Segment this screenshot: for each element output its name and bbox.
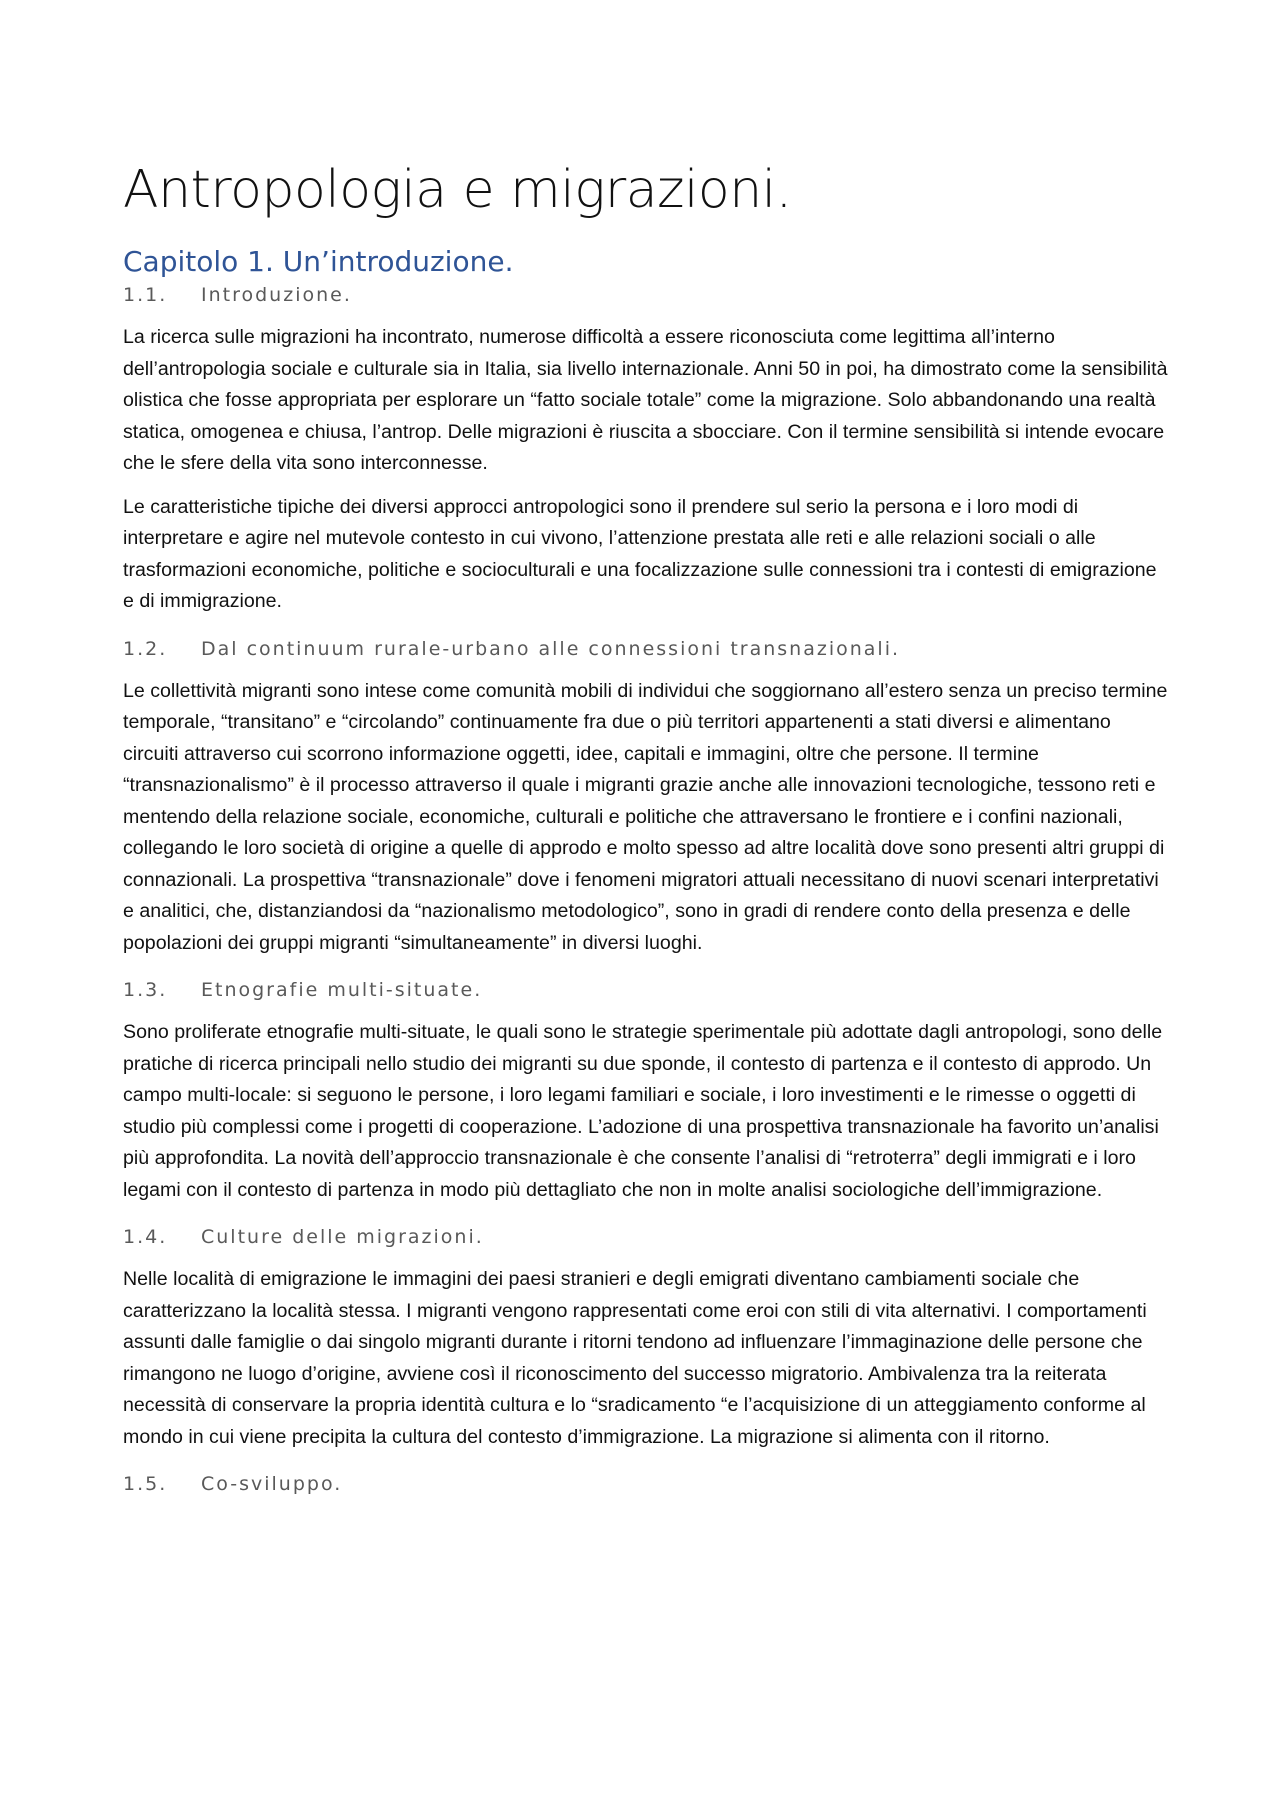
section-heading [123,1224,1170,1250]
paragraph: Le collettività migranti sono intese come comunità mobili di individui che soggiornano all’estero senza un preciso termine temporale, “transitano” e “circolando” continuamente fra due o più territori appartenenti a stati diversi e alimentano circuiti attraverso cui scorrono informazione oggetti, idee, capitali e immagini, oltre che persone. Il termine “transnazionalismo” è il processo attraverso il quale i migranti grazie anche alle innovazioni tecnologiche, tessono reti e mentendo della relazione sociale, economiche, culturali e politiche che attraversano le frontiere e i confini nazionali, collegando le loro società di origine a quelle di approdo e molto spesso ad altre località dove sono presenti altri gruppi di connazionali. La prospettiva “transnazionale” dove i fenomeni migratori attuali necessitano di nuovi scenari interpretativi e analitici, che, distanziandosi da “nazionalismo metodologico”, sono in gradi di rendere conto della presenza e delle popolazioni dei gruppi migranti “simultaneamente” in diversi luoghi. [123,679,1168,954]
section-heading [123,1471,1170,1497]
section-title: Culture delle migrazioni. [201,1226,484,1248]
paragraph: Le caratteristiche tipiche dei diversi approcci antropologici sono il prendere sul serio la persona e i loro modi di interpretare e agire nel mutevole contesto in cui vivono, l’attenzione prestata alle reti e alle relazioni sociali o alle trasformazioni economiche, politiche e socioculturali e una focalizzazione sulle connessioni tra i contesti di emigrazione e di immigrazione. [123,495,1157,612]
section-title: Co-sviluppo. [201,1473,343,1495]
paragraph: La ricerca sulle migrazioni ha incontrato, numerose difficoltà a essere riconosciuta come legittima all’interno dell’antropologia sociale e culturale sia in Italia, sia livello internazionale. Anni 50 in poi, ha dimostrato come la sensibilità olistica che fosse appropriata per esplorare un “fatto sociale totale” come la migrazione. Solo abbandonando una realtà statica, omogenea e chiusa, l’antrop. Delle migrazioni è riuscita a sbocciare. Con il termine sensibilità si intende evocare che le sfere della vita sono interconnesse. [123,326,1168,474]
document-page [123,0,1170,1511]
section-1-4 [123,1224,1170,1453]
section-1-3 [123,977,1170,1206]
section-heading [123,282,1170,308]
section-number: 1.5. [123,1473,168,1495]
section-1-1 [123,282,1170,618]
document-title: Antropologia e migrazioni. [123,160,792,220]
section-number: 1.1. [123,284,168,306]
section-heading [123,977,1170,1003]
section-heading [123,636,1170,662]
section-1-2 [123,636,1170,960]
section-1-5 [123,1471,1170,1497]
section-title: Etnografie multi-situate. [201,979,483,1001]
paragraph: Nelle località di emigrazione le immagini dei paesi stranieri e degli emigrati diventano cambiamenti sociale che caratterizzano la località stessa. I migranti vengono rappresentati come eroi con stili di vita alternativi. I comportamenti assunti dalle famiglie o dai singolo migranti durante i ritorni tendono ad influenzare l’immaginazione delle persone che rimangono ne luogo d’origine, avviene così il riconoscimento del successo migratorio. Ambivalenza tra la reiterata necessità di conservare la propria identità cultura e lo “sradicamento “e l’acquisizione di un atteggiamento conforme al mondo in cui viene precipita la cultura del contesto d’immigrazione. La migrazione si alimenta con il ritorno. [123,1268,1147,1448]
section-number: 1.2. [123,637,168,660]
paragraph: Sono proliferate etnografie multi-situate, le quali sono le strategie sperimentale più adottate dagli antropologi, sono delle pratiche di ricerca principali nello studio dei migranti su due sponde, il contesto di partenza e il contesto di approdo. Un campo multi-locale: si seguono le persone, i loro legami familiari e sociale, i loro investimenti e le rimesse o oggetti di studio più complessi come i progetti di cooperazione. L’adozione di una prospettiva transnazionale ha favorito un’analisi più approfondita. La novità dell’approccio transnazionale è che consente l’analisi di “retroterra” degli immigrati e i loro legami con il contesto di partenza in modo più dettagliato che non in molte analisi sociologiche dell’immigrazione. [123,1021,1163,1201]
section-number: 1.4. [123,1226,168,1248]
section-number: 1.3. [123,979,168,1001]
section-title: Introduzione. [201,284,352,306]
chapter-heading: Capitolo 1. Un’introduzione. [123,245,514,278]
section-title: Dal continuum rurale-urbano alle connessioni transnazionali. [201,637,901,660]
